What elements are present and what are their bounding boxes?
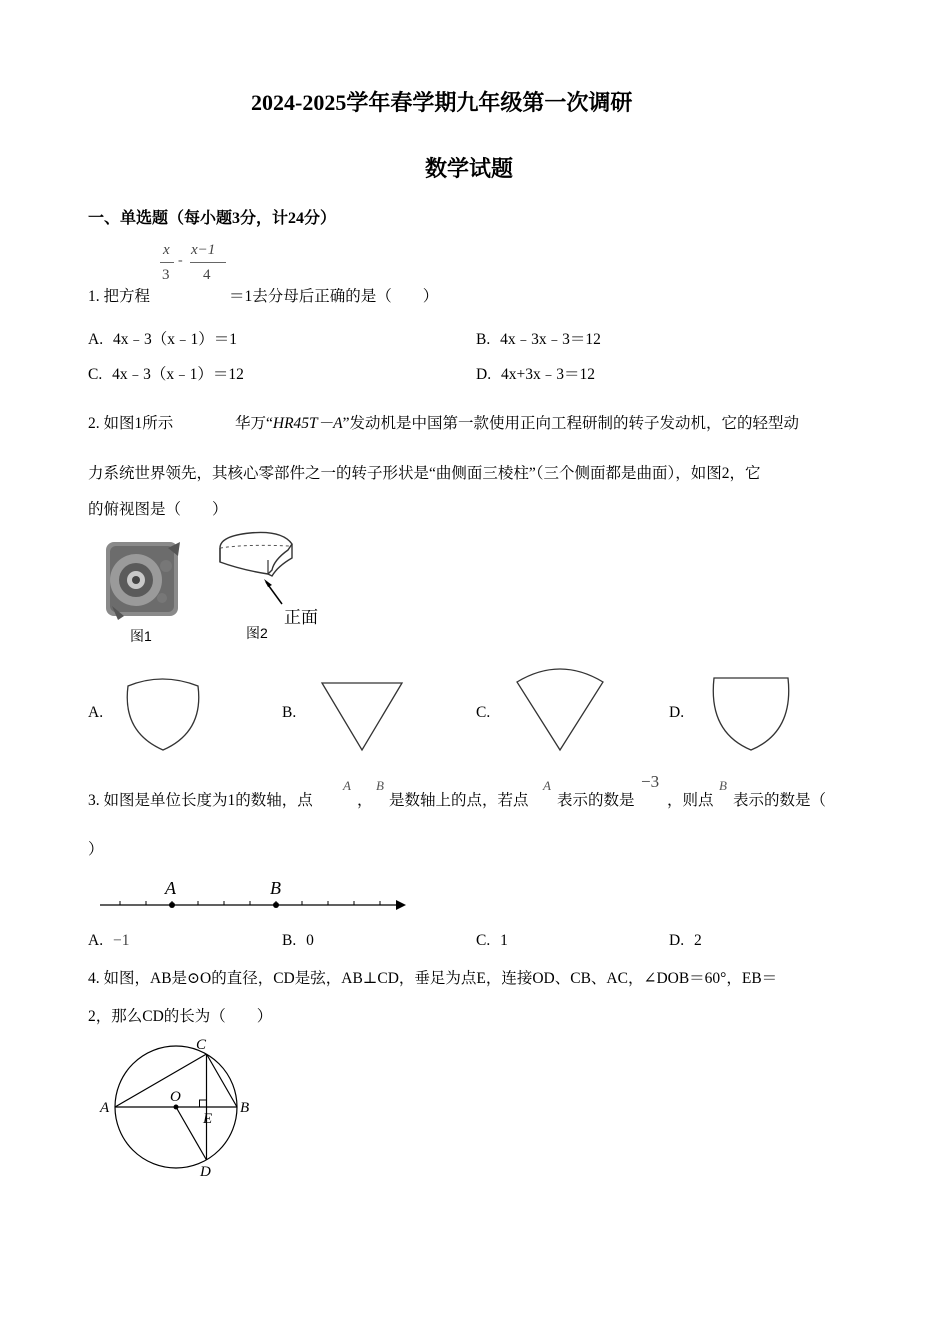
axis-label-a: A <box>165 878 176 898</box>
q3-option-d[interactable] <box>669 932 702 950</box>
q3-point-b-label: B <box>376 778 384 793</box>
number-line <box>96 875 408 915</box>
option-label: C. <box>476 932 491 949</box>
q2-option-a-label[interactable]: A. <box>88 704 104 721</box>
point-b-dot <box>273 902 279 908</box>
q3-text-d: ，则点 <box>667 792 714 809</box>
q2-line1 <box>235 411 799 433</box>
q1-stem-prefix: 1. 把方程 <box>88 288 151 305</box>
q1-stem-suffix: ＝1去分母后正确的是（ ） <box>229 288 439 305</box>
q3-text-b: 是数轴上的点，若点 <box>389 792 529 809</box>
q2-line1-start: 2. 如图1所示 <box>88 415 174 432</box>
q4-line2: 2，那么CD的长为（ ） <box>88 1008 273 1025</box>
figure-label-d: D <box>200 1164 211 1180</box>
q2-text: 华万“ <box>235 415 273 432</box>
q3-point-a-label: A <box>343 778 351 793</box>
section-heading: 一、单选题（每小题3分，计24分） <box>88 210 337 227</box>
figure-label-c: C <box>196 1037 207 1053</box>
q3-line2: ） <box>88 841 104 858</box>
option-text: 4x﹣3（x﹣1）＝12 <box>112 366 244 383</box>
q3-point-a-label-2: A <box>543 778 551 793</box>
q3-comma: ， <box>357 792 373 809</box>
front-view-label: 正面 <box>284 608 318 627</box>
figure-2-caption: 图2 <box>246 625 268 641</box>
q2-text: ”发动机是中国第一款使用正向工程研制的转子发动机，它的轻型动 <box>342 415 800 432</box>
option-label: C. <box>88 366 103 383</box>
q2-option-c-label[interactable]: C. <box>476 704 491 721</box>
q3-text-c: 表示的数是 <box>557 792 635 809</box>
option-label: A. <box>88 331 104 348</box>
circle-geometry-figure <box>96 1034 266 1184</box>
figure-label-b: B <box>240 1100 250 1116</box>
q3-value: −3 <box>641 772 660 791</box>
figure-label-a: A <box>100 1100 110 1116</box>
option-label: A. <box>88 932 104 949</box>
option-text: 4x﹣3（x﹣1）＝1 <box>112 331 237 348</box>
q2-option-b-label[interactable]: B. <box>282 704 297 721</box>
page-title: 2024-2025学年春学期九年级第一次调研 <box>251 90 633 115</box>
q1-frac1-numerator: x <box>163 242 170 258</box>
q1-option-a[interactable] <box>88 327 237 349</box>
option-text: 4x+3x﹣3＝12 <box>500 366 595 383</box>
q1-frac1-bar <box>160 262 174 263</box>
q1-frac-minus: - <box>178 253 183 268</box>
q4-line1: 4. 如图，AB是⊙O的直径，CD是弦，AB⊥CD，垂足为点E，连接OD、CB、AC，∠DOB＝60°，EB＝ <box>88 970 778 987</box>
option-label: D. <box>476 366 492 383</box>
figure-1-caption: 图1 <box>130 628 152 644</box>
option-label: B. <box>282 932 297 949</box>
option-label: B. <box>476 331 491 348</box>
q1-option-c[interactable] <box>88 362 244 384</box>
option-text: 1 <box>500 932 508 949</box>
q1-option-b[interactable] <box>476 327 601 349</box>
q3-point-b-label-2: B <box>719 778 727 793</box>
q1-frac2-bar <box>190 262 226 263</box>
q3-option-a[interactable] <box>88 932 129 950</box>
figure-label-o: O <box>170 1089 181 1105</box>
option-text: 4x﹣3x﹣3＝12 <box>500 331 601 348</box>
q2-engine-model: HR45T－A <box>272 415 343 432</box>
axis-label-b: B <box>270 878 281 898</box>
q2-option-a-shape[interactable] <box>124 676 204 754</box>
q1-frac1-denominator: 3 <box>162 267 170 283</box>
q2-option-b-shape[interactable] <box>320 680 406 754</box>
q2-line2: 力系统世界领先，其核心零部件之一的转子形状是“曲侧面三棱柱”（三个侧面都是曲面），如图2，它 <box>88 465 761 482</box>
q1-frac2-numerator: x−1 <box>191 242 216 258</box>
q2-line3: 的俯视图是（ ） <box>88 501 228 518</box>
q2-option-d-label[interactable]: D. <box>669 704 685 721</box>
q3-option-c[interactable] <box>476 932 508 950</box>
q3-text-e: 表示的数是（ <box>733 792 827 809</box>
q3-option-b[interactable] <box>282 932 314 950</box>
option-label: D. <box>669 932 685 949</box>
page-subtitle: 数学试题 <box>425 156 514 181</box>
engine-photo-image <box>98 536 186 624</box>
option-text: 0 <box>306 932 314 949</box>
q2-option-d-shape[interactable] <box>710 676 792 754</box>
figure-label-e: E <box>203 1111 213 1127</box>
q2-option-c-shape[interactable] <box>514 666 606 754</box>
point-a-dot <box>169 902 175 908</box>
option-text: −1 <box>112 932 130 949</box>
q1-frac2-denominator: 4 <box>203 267 211 283</box>
option-text: 2 <box>693 932 702 949</box>
q1-option-d[interactable] <box>476 362 595 384</box>
q3-text-a: 3. 如图是单位长度为1的数轴，点 <box>88 792 313 809</box>
